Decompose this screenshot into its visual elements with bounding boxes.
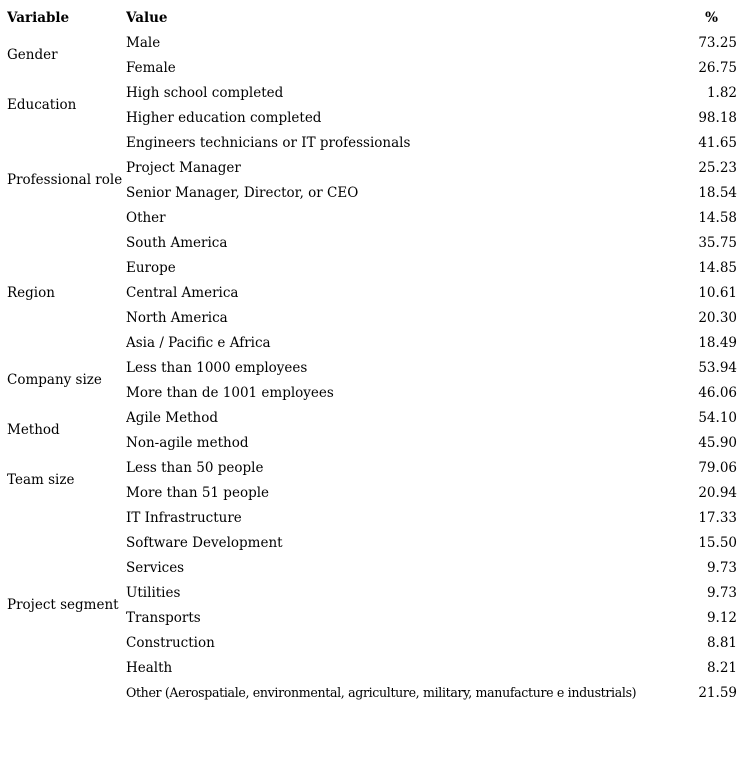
table-row	[7, 405, 737, 430]
percent-cell: 46.06	[698, 384, 737, 401]
value-cell: Asia / Pacific e Africa	[126, 334, 271, 351]
table-row	[7, 455, 737, 480]
table-row	[7, 230, 737, 255]
demographics-table	[7, 5, 737, 705]
percent-cell: 73.25	[698, 34, 737, 51]
percent-cell: 18.54	[698, 184, 737, 201]
value-cell: Europe	[126, 259, 176, 276]
percent-cell: 17.33	[698, 509, 737, 526]
percent-cell: 54.10	[698, 409, 737, 426]
value-cell: Construction	[126, 634, 215, 651]
percent-cell: 26.75	[698, 59, 737, 76]
value-cell: Less than 1000 employees	[126, 359, 308, 376]
variable-group-label: Professional role	[7, 172, 123, 188]
value-cell: High school completed	[126, 84, 284, 101]
value-cell: Health	[126, 659, 173, 676]
percent-cell: 79.06	[698, 459, 737, 476]
percent-cell: 45.90	[698, 434, 737, 451]
variable-group-label: Gender	[7, 47, 58, 63]
table-row	[7, 80, 737, 105]
survey-demographics-page	[0, 5, 744, 764]
percent-cell: 41.65	[698, 134, 737, 151]
value-cell: Non-agile method	[126, 434, 249, 451]
variable-group-label: Company size	[7, 372, 102, 388]
value-cell: Higher education completed	[126, 109, 322, 126]
percent-cell: 20.30	[698, 309, 737, 326]
value-cell: Software Development	[126, 534, 283, 551]
percent-cell: 18.49	[698, 334, 737, 351]
percent-cell: 9.73	[706, 559, 737, 576]
value-cell: Senior Manager, Director, or CEO	[126, 184, 359, 201]
percent-cell: 8.81	[706, 634, 737, 651]
percent-cell: 14.58	[698, 209, 737, 226]
value-cell: Other	[126, 209, 166, 226]
percent-cell: 14.85	[698, 259, 737, 276]
value-cell: Services	[126, 559, 185, 576]
percent-cell: 8.21	[706, 659, 737, 676]
value-cell: North America	[126, 309, 228, 326]
percent-cell: 20.94	[698, 484, 737, 501]
table-row	[7, 30, 737, 55]
percent-cell: 15.50	[698, 534, 737, 551]
value-cell: Engineers technicians or IT professionals	[126, 134, 411, 151]
percent-cell: 53.94	[698, 359, 737, 376]
value-cell: IT Infrastructure	[126, 509, 242, 526]
value-cell: Utilities	[126, 584, 181, 601]
header-variable: Variable	[7, 9, 70, 26]
header-row	[7, 5, 737, 30]
header-percent: %	[705, 9, 718, 26]
value-cell: South America	[126, 234, 228, 251]
variable-group-label: Education	[7, 97, 77, 113]
value-cell: More than 51 people	[126, 484, 270, 501]
variable-group-label: Region	[7, 284, 55, 301]
variable-group-label: Team size	[7, 472, 75, 488]
value-cell: Less than 50 people	[126, 459, 264, 476]
value-cell: Female	[126, 59, 176, 76]
variable-group-label: Project segment	[7, 597, 119, 613]
table-row	[7, 130, 737, 155]
percent-cell: 98.18	[698, 109, 737, 126]
percent-cell: 21.59	[698, 684, 737, 701]
percent-cell: 35.75	[698, 234, 737, 251]
percent-cell: 1.82	[706, 84, 737, 101]
percent-cell: 9.12	[706, 609, 737, 626]
value-cell: Transports	[126, 609, 201, 626]
value-cell: Central America	[126, 284, 239, 301]
value-cell: Male	[126, 34, 161, 51]
value-cell: Other (Aerospatiale, environmental, agriculture, military, manufacture e industrials)	[126, 685, 637, 700]
percent-cell: 9.73	[706, 584, 737, 601]
table-body	[7, 30, 737, 705]
percent-cell: 10.61	[698, 284, 737, 301]
value-cell: Project Manager	[126, 159, 241, 176]
table-row	[7, 505, 737, 530]
value-cell: More than de 1001 employees	[126, 384, 334, 401]
header-value: Value	[126, 9, 168, 26]
value-cell: Agile Method	[126, 409, 219, 426]
table-row	[7, 355, 737, 380]
variable-group-label: Method	[7, 422, 60, 438]
percent-cell: 25.23	[698, 159, 737, 176]
